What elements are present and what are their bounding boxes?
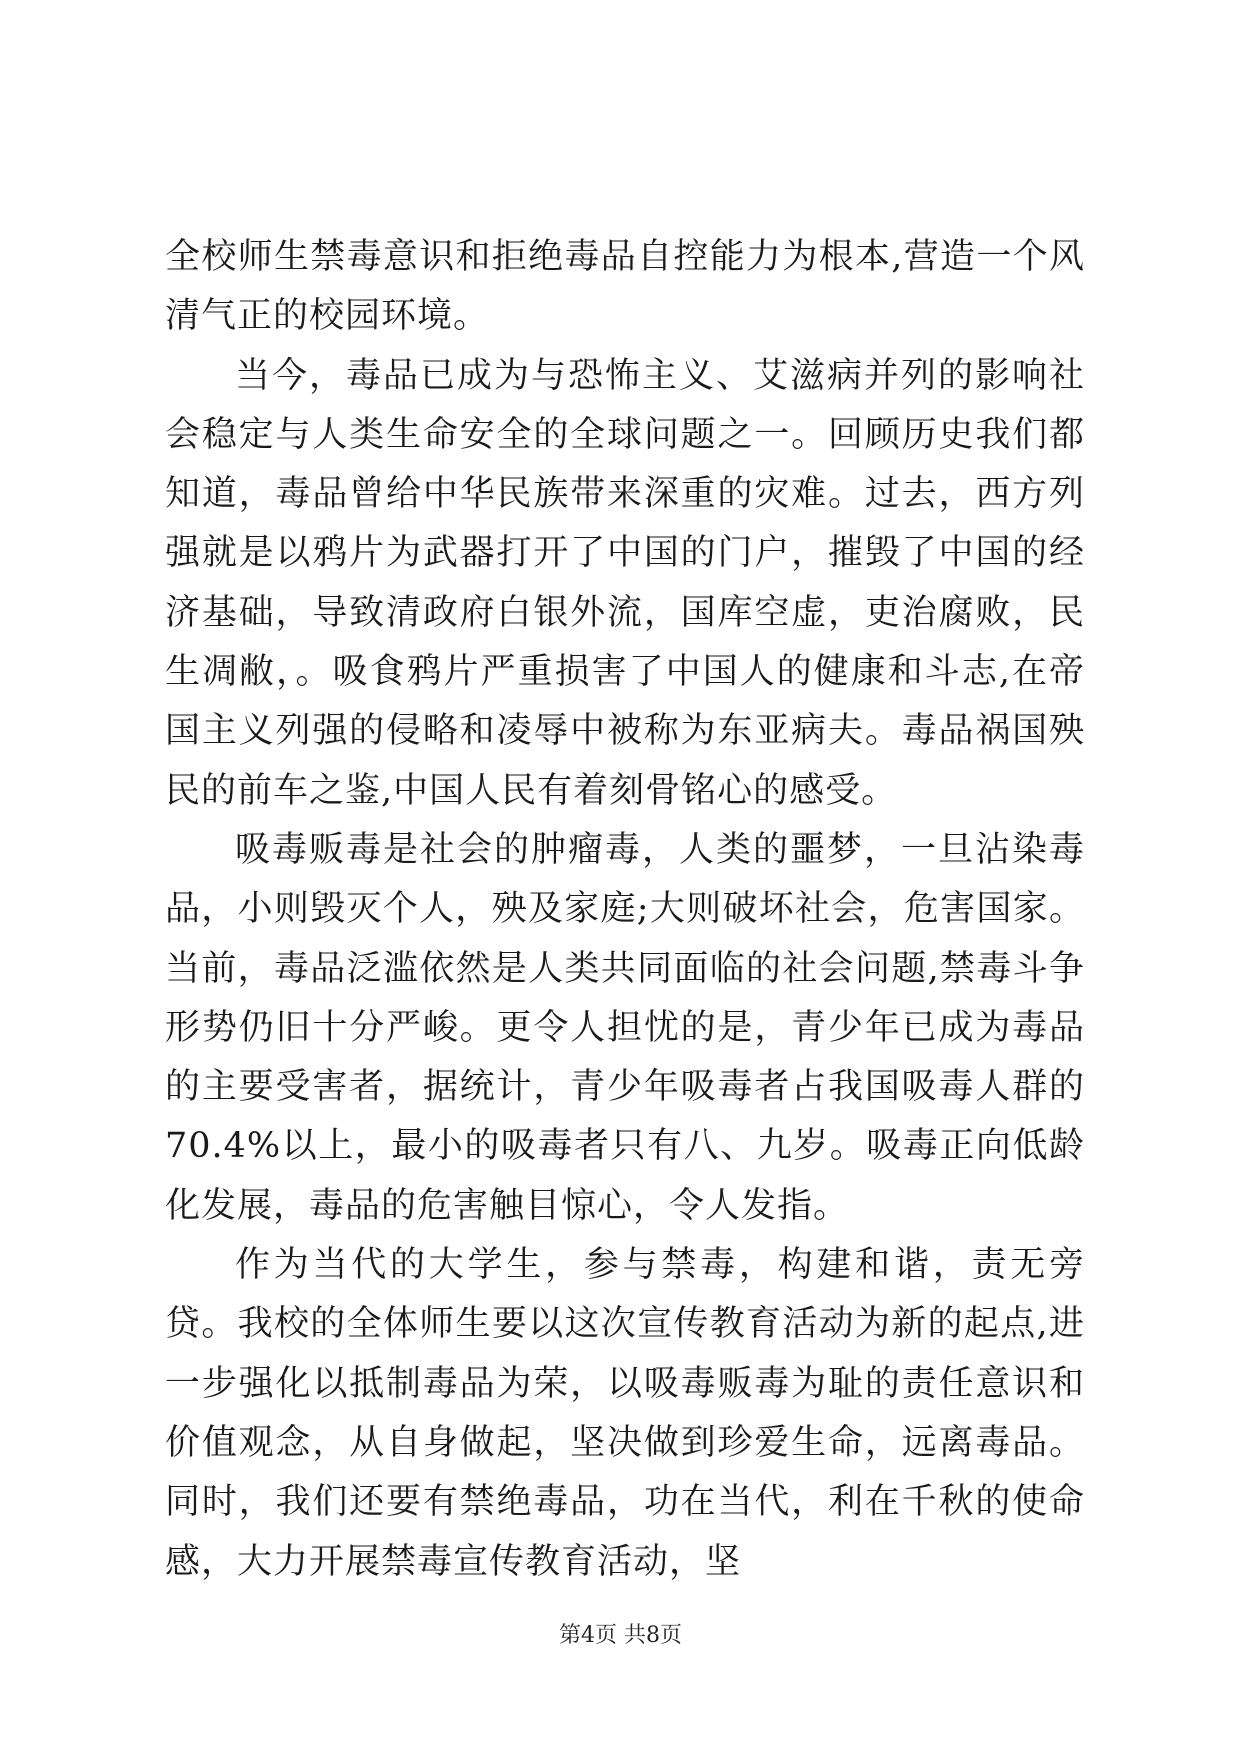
paragraph-drug-history: 当今，毒品已成为与恐怖主义、艾滋病并列的影响社会稳定与人类生命安全的全球问题之一。回顾历史我们都知道，毒品曾给中华民族带来深重的灾难。过去，西方列强就是以鸦片为武器打开了中国的门户，摧毁了中国的经济基础，导致清政府白银外流，国库空虚，吏治腐败，民生凋敝，。吸食鸦片严重损害了中国人的健康和斗志,在帝国主义列强的侵略和凌辱中被称为东亚病夫。毒品祸国殃民的前车之鉴,中国人民有着刻骨铭心的感受。: [165, 355, 1085, 811]
paragraph-drug-harm: 吸毒贩毒是社会的肿瘤毒，人类的噩梦，一旦沾染毒品，小则毁灭个人，殃及家庭;大则破坏社会，危害国家。当前，毒品泛滥依然是人类共同面临的社会问题,禁毒斗争形势仍旧十分严峻。更令人担忧的是，青少年已成为毒品的主要受害者，据统计，青少年吸毒者占我国吸毒人群的70.4%以上，最小的吸毒者只有八、九岁。吸毒正向低龄化发展，毒品的危害触目惊心，令人发指。: [165, 829, 1085, 1226]
paragraph-student-responsibility: 作为当代的大学生，参与禁毒，构建和谐，责无旁贷。我校的全体师生要以这次宣传教育活动为新的起点,进一步强化以抵制毒品为荣，以吸毒贩毒为耻的责任意识和价值观念，从自身做起，坚决做到珍爱生命，远离毒品。同时，我们还要有禁绝毒品，功在当代，利在千秋的使命感，大力开展禁毒宣传教育活动，坚: [165, 1245, 1085, 1582]
paragraph-continuation: 全校师生禁毒意识和拒绝毒品自控能力为根本,营造一个风清气正的校园环境。: [165, 237, 1085, 337]
page-number-footer: 第4页 共8页: [559, 1623, 682, 1648]
document-body: [165, 228, 1085, 1592]
